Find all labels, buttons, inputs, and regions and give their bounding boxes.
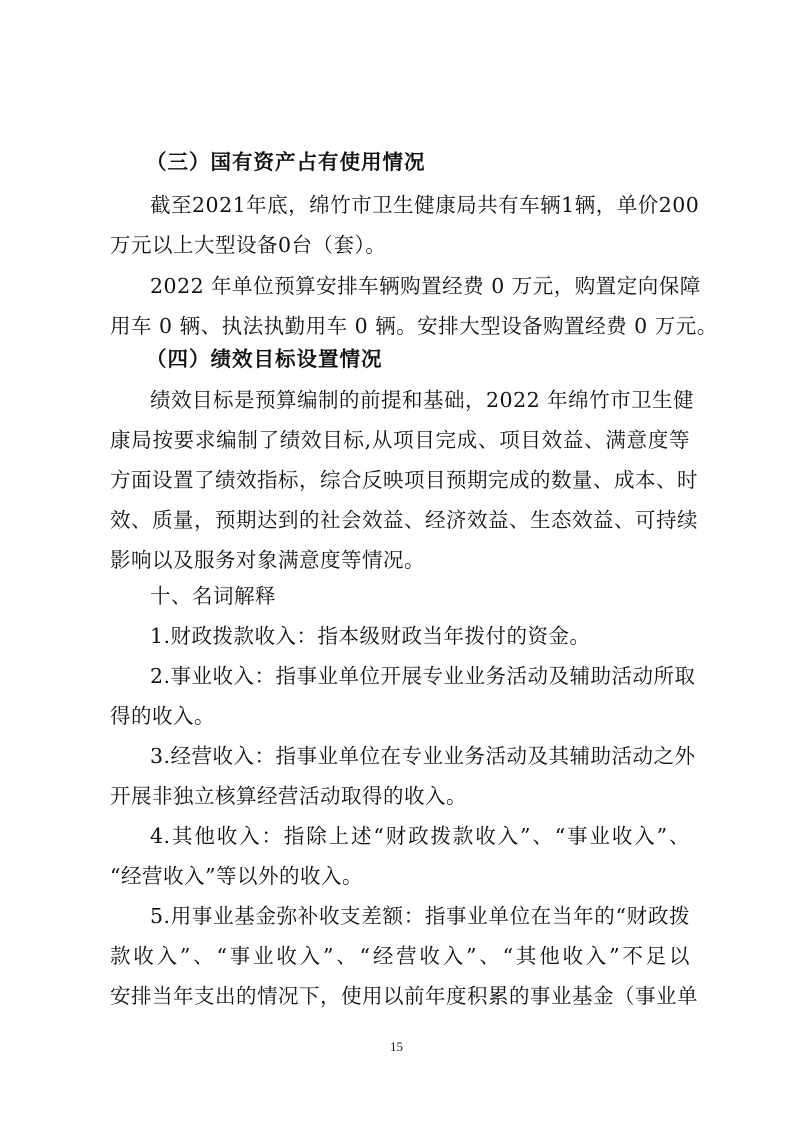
glossary-item: 2.事业收入：指事业单位开展专业业务活动及辅助活动所取 <box>150 664 696 688</box>
paragraph-line: 用车 0 辆、执法执勤用车 0 辆。安排大型设备购置经费 0 万元。 <box>110 314 718 338</box>
section-heading-glossary: 十、名词解释 <box>150 584 276 608</box>
section-heading-performance-goals: （四）绩效目标设置情况 <box>146 347 383 371</box>
paragraph-line: 影响以及服务对象满意度等情况。 <box>110 548 425 572</box>
paragraph-line: 效、质量，预期达到的社会效益、经济效益、生态效益、可持续 <box>110 508 698 532</box>
paragraph-line: “经营收入”等以外的收入。 <box>110 864 363 888</box>
glossary-item: 3.经营收入：指事业单位在专业业务活动及其辅助活动之外 <box>150 744 696 768</box>
paragraph-line: 得的收入。 <box>110 704 215 728</box>
paragraph-line: 康局按要求编制了绩效目标,从项目完成、项目效益、满意度等 <box>110 428 690 452</box>
glossary-item: 1.财政拨款收入：指本级财政当年拨付的资金。 <box>150 624 591 648</box>
paragraph-line: 开展非独立核算经营活动取得的收入。 <box>110 784 467 808</box>
paragraph-line: 绩效目标是预算编制的前提和基础，2022 年绵竹市卫生健 <box>150 388 695 412</box>
glossary-item: 5.用事业基金弥补收支差额：指事业单位在当年的“财政拨 <box>150 904 690 928</box>
section-heading-state-assets: （三）国有资产占有使用情况 <box>146 150 426 174</box>
glossary-item: 4.其他收入：指除上述“财政拨款收入”、“事业收入”、 <box>150 824 690 848</box>
paragraph-line: 方面设置了绩效指标，综合反映项目预期完成的数量、成本、时 <box>110 468 698 492</box>
paragraph-line: 2022 年单位预算安排车辆购置经费 0 万元，购置定向保障 <box>150 274 701 298</box>
paragraph-line: 万元以上大型设备0台（套）。 <box>110 233 387 257</box>
paragraph-line: 截至2021年底，绵竹市卫生健康局共有车辆1辆，单价200 <box>150 193 700 217</box>
paragraph-line: 安排当年支出的情况下，使用以前年度积累的事业基金（事业单 <box>110 984 698 1008</box>
paragraph-line: 款收入”、“事业收入”、“经营收入”、“其他收入”不足以 <box>110 944 690 968</box>
page-number: 15 <box>390 1039 403 1054</box>
